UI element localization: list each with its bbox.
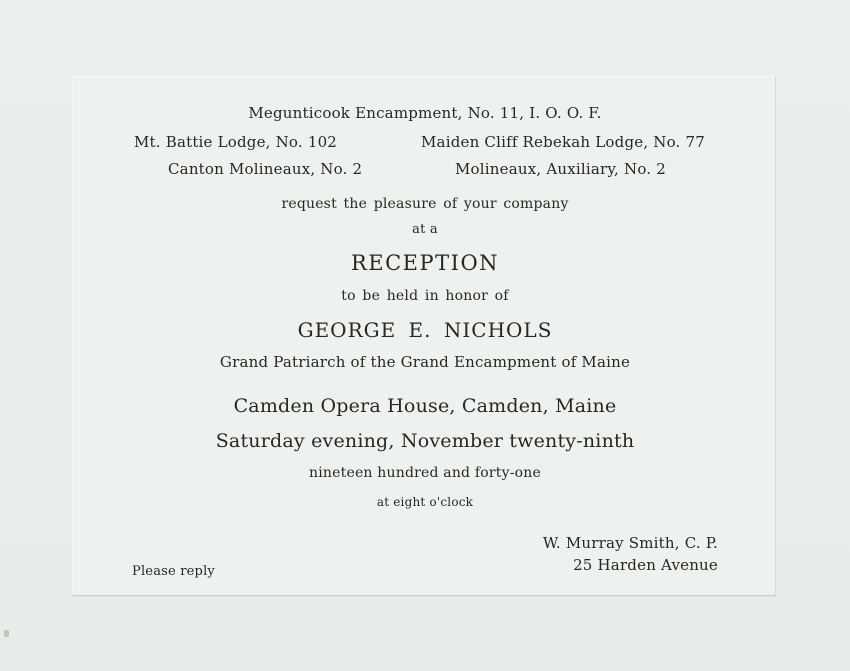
request-line: request the pleasure of your company (281, 196, 569, 212)
sender-address: 25 Harden Avenue (573, 556, 718, 574)
year-line: nineteen hundred and forty-one (309, 465, 541, 481)
paper-blemish (4, 630, 9, 637)
honoree-title: Grand Patriarch of the Grand Encampment of Maine (219, 353, 631, 371)
venue-line: Camden Opera House, Camden, Maine (233, 395, 617, 417)
honoree-name: GEORGE E. NICHOLS (297, 318, 553, 342)
event-title: RECEPTION (350, 251, 500, 275)
in-honor-line: to be held in honor of (341, 288, 509, 304)
sender-name: W. Murray Smith, C. P. (542, 534, 718, 552)
canton-left: Canton Molineaux, No. 2 (168, 160, 363, 178)
lodge-right: Maiden Cliff Rebekah Lodge, No. 77 (421, 133, 705, 151)
canton-right: Molineaux, Auxiliary, No. 2 (455, 160, 666, 178)
lodge-left: Mt. Battie Lodge, No. 102 (134, 133, 338, 151)
encampment-line: Megunticook Encampment, No. 11, I. O. O. F. (248, 104, 602, 122)
reply-note: Please reply (132, 564, 215, 579)
at-a-line: at a (412, 222, 438, 237)
time-line: at eight o'clock (376, 495, 474, 509)
date-line: Saturday evening, November twenty-ninth (215, 430, 635, 452)
